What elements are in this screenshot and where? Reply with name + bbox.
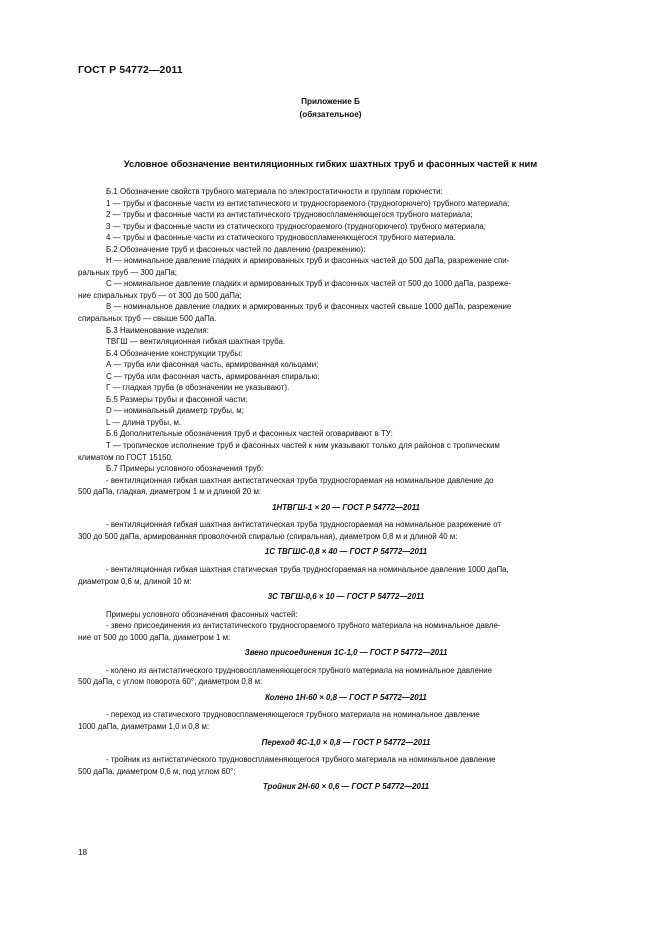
designation-example: Звено присоединения 1С-1,0 — ГОСТ Р 54772—2011 [244, 648, 448, 658]
text-line: диаметром 0,6 м, длиной 10 м: [78, 576, 192, 586]
text-line: Г — гладкая труба (в обозначении не указывают). [106, 383, 290, 393]
section-title: Условное обозначение вентиляционных гибких шахтных труб и фасонных частей к ним [123, 158, 538, 169]
text-line: Т — тропическое исполнение труб и фасонных частей к ним указывают только для районов с тропическим [106, 441, 500, 451]
text-line: Б.1 Обозначение свойств трубного материала по электростатичности и группам горючести: [106, 187, 443, 196]
text-line: Б.3 Наименование изделия: [106, 325, 209, 335]
text-line: Б.7 Примеры условного обозначения труб: [106, 464, 264, 474]
appendix-subtitle: (обязательное) [299, 109, 362, 119]
text-line: С — номинальное давление гладких и армированных труб и фасонных частей от 500 до 1000 даПа, разреже- [106, 279, 512, 289]
text-line: - переход из статического трудновоспламеняющегося трубного материала на номинальное давление [106, 710, 480, 720]
text-line: Н — номинальное давление гладких и армированных труб и фасонных частей до 500 даПа, разрежение спи- [106, 256, 510, 266]
text-line: 500 даПа, гладкая, диаметром 1 м и длиной 20 м: [78, 487, 262, 497]
text-line: ние от 500 до 1000 даПа, диаметром 1 м: [78, 632, 231, 642]
designation-example: 1НТВГШ-1 × 20 — ГОСТ Р 54772—2011 [272, 502, 420, 512]
designation-example: 1С ТВГШС-0,8 × 40 — ГОСТ Р 54772—2011 [264, 547, 428, 557]
designation-example: Колено 1Н-60 × 0,8 — ГОСТ Р 54772—2011 [265, 692, 427, 702]
text-line: 300 до 500 даПа, армированная проволочной спиралью (спиральная), диаметром 0,8 м и длиной 40 м: [78, 531, 458, 541]
text-line: Б.4 Обозначение конструкции трубы: [106, 348, 243, 358]
text-line: - вентиляционная гибкая шахтная статическая труба трудносгораемая на номинальное давление 1000 даПа, [106, 564, 509, 574]
text-line: - вентиляционная гибкая шахтная антистатическая труба трудносгораемая на номинальное давление до [106, 475, 494, 485]
text-line: 3 — трубы и фасонные части из статического трудносгораемого (трудногорючего) трубного материала; [106, 221, 486, 231]
text-line: 2 — трубы и фасонные части из антистатического трудновоспламеняющегося трубного материала; [106, 210, 473, 220]
text-line: 4 — трубы и фасонные части из статического трудновоспламеняющегося трубного материала. [106, 233, 456, 243]
designation-example: 3С ТВГШ-0,6 × 10 — ГОСТ Р 54772—2011 [267, 592, 425, 602]
text-line: В — номинальное давление гладких и армированных труб и фасонных частей свыше 1000 даПа, разрежение [106, 302, 512, 312]
page-number: 18 [78, 848, 88, 857]
text-line: ральных труб — 300 даПа; [78, 267, 178, 277]
text-line: А — труба или фасонная часть, армированная кольцами; [106, 360, 319, 370]
text-line: - вентиляционная гибкая шахтная антистатическая труба трудносгораемая на номинальное разрежение от [106, 520, 501, 530]
text-line: С — труба или фасонная часть, армированная спиралью; [106, 371, 320, 381]
text-line: спиральных труб — свыше 500 даПа. [78, 314, 217, 324]
text-line: Б.5 Размеры трубы и фасонной части: [106, 394, 248, 404]
appendix-heading [0, 96, 661, 121]
text-line: 1000 даПа, диаметрами 1,0 и 0,8 м: [78, 721, 210, 731]
text-line: L — длина трубы, м. [106, 417, 182, 427]
designation-example: Переход 4С-1,0 × 0,8 — ГОСТ Р 54772—2011 [261, 737, 431, 747]
text-line: - звено присоединения из антистатического трудносгораемого трубного материала на номинальное давле- [106, 621, 501, 631]
document-code: ГОСТ Р 54772—2011 [78, 64, 183, 76]
text-line: Примеры условного обозначения фасонных частей: [106, 609, 298, 619]
text-line: ТВГШ — вентиляционная гибкая шахтная труба. [106, 337, 286, 347]
text-line: Б.2 Обозначение труб и фасонных частей по давлению (разрежению): [106, 244, 366, 254]
text-line: Б.6 Дополнительные обозначения труб и фасонных частей оговаривают в ТУ: [106, 429, 393, 439]
text-line: - колено из антистатического трудновоспламеняющегося трубного материала на номинальное давление [106, 665, 493, 675]
text-line: 1 — трубы и фасонные части из антистатического и трудносгораемого (трудногорючего) трубного материала; [106, 198, 510, 208]
text-line: - тройник из антистатического трудновоспламеняющегося трубного материала на номинальное давление [106, 755, 496, 765]
appendix-title: Приложение Б [301, 97, 360, 106]
text-line: климатом по ГОСТ 15150. [78, 452, 174, 462]
text-line: 500 даПа, с углом поворота 60°, диаметром 0,8 м: [78, 677, 263, 687]
text-line: D — номинальный диаметр трубы, м; [106, 406, 244, 416]
text-line: 500 даПа, диаметром 0,6 м, под углом 60°: [78, 766, 236, 776]
designation-example: Тройник 2Н-60 × 0,6 — ГОСТ Р 54772—2011 [262, 782, 430, 792]
text-line: ние спиральных труб — от 300 до 500 даПа; [78, 290, 242, 300]
document-body [78, 186, 614, 799]
